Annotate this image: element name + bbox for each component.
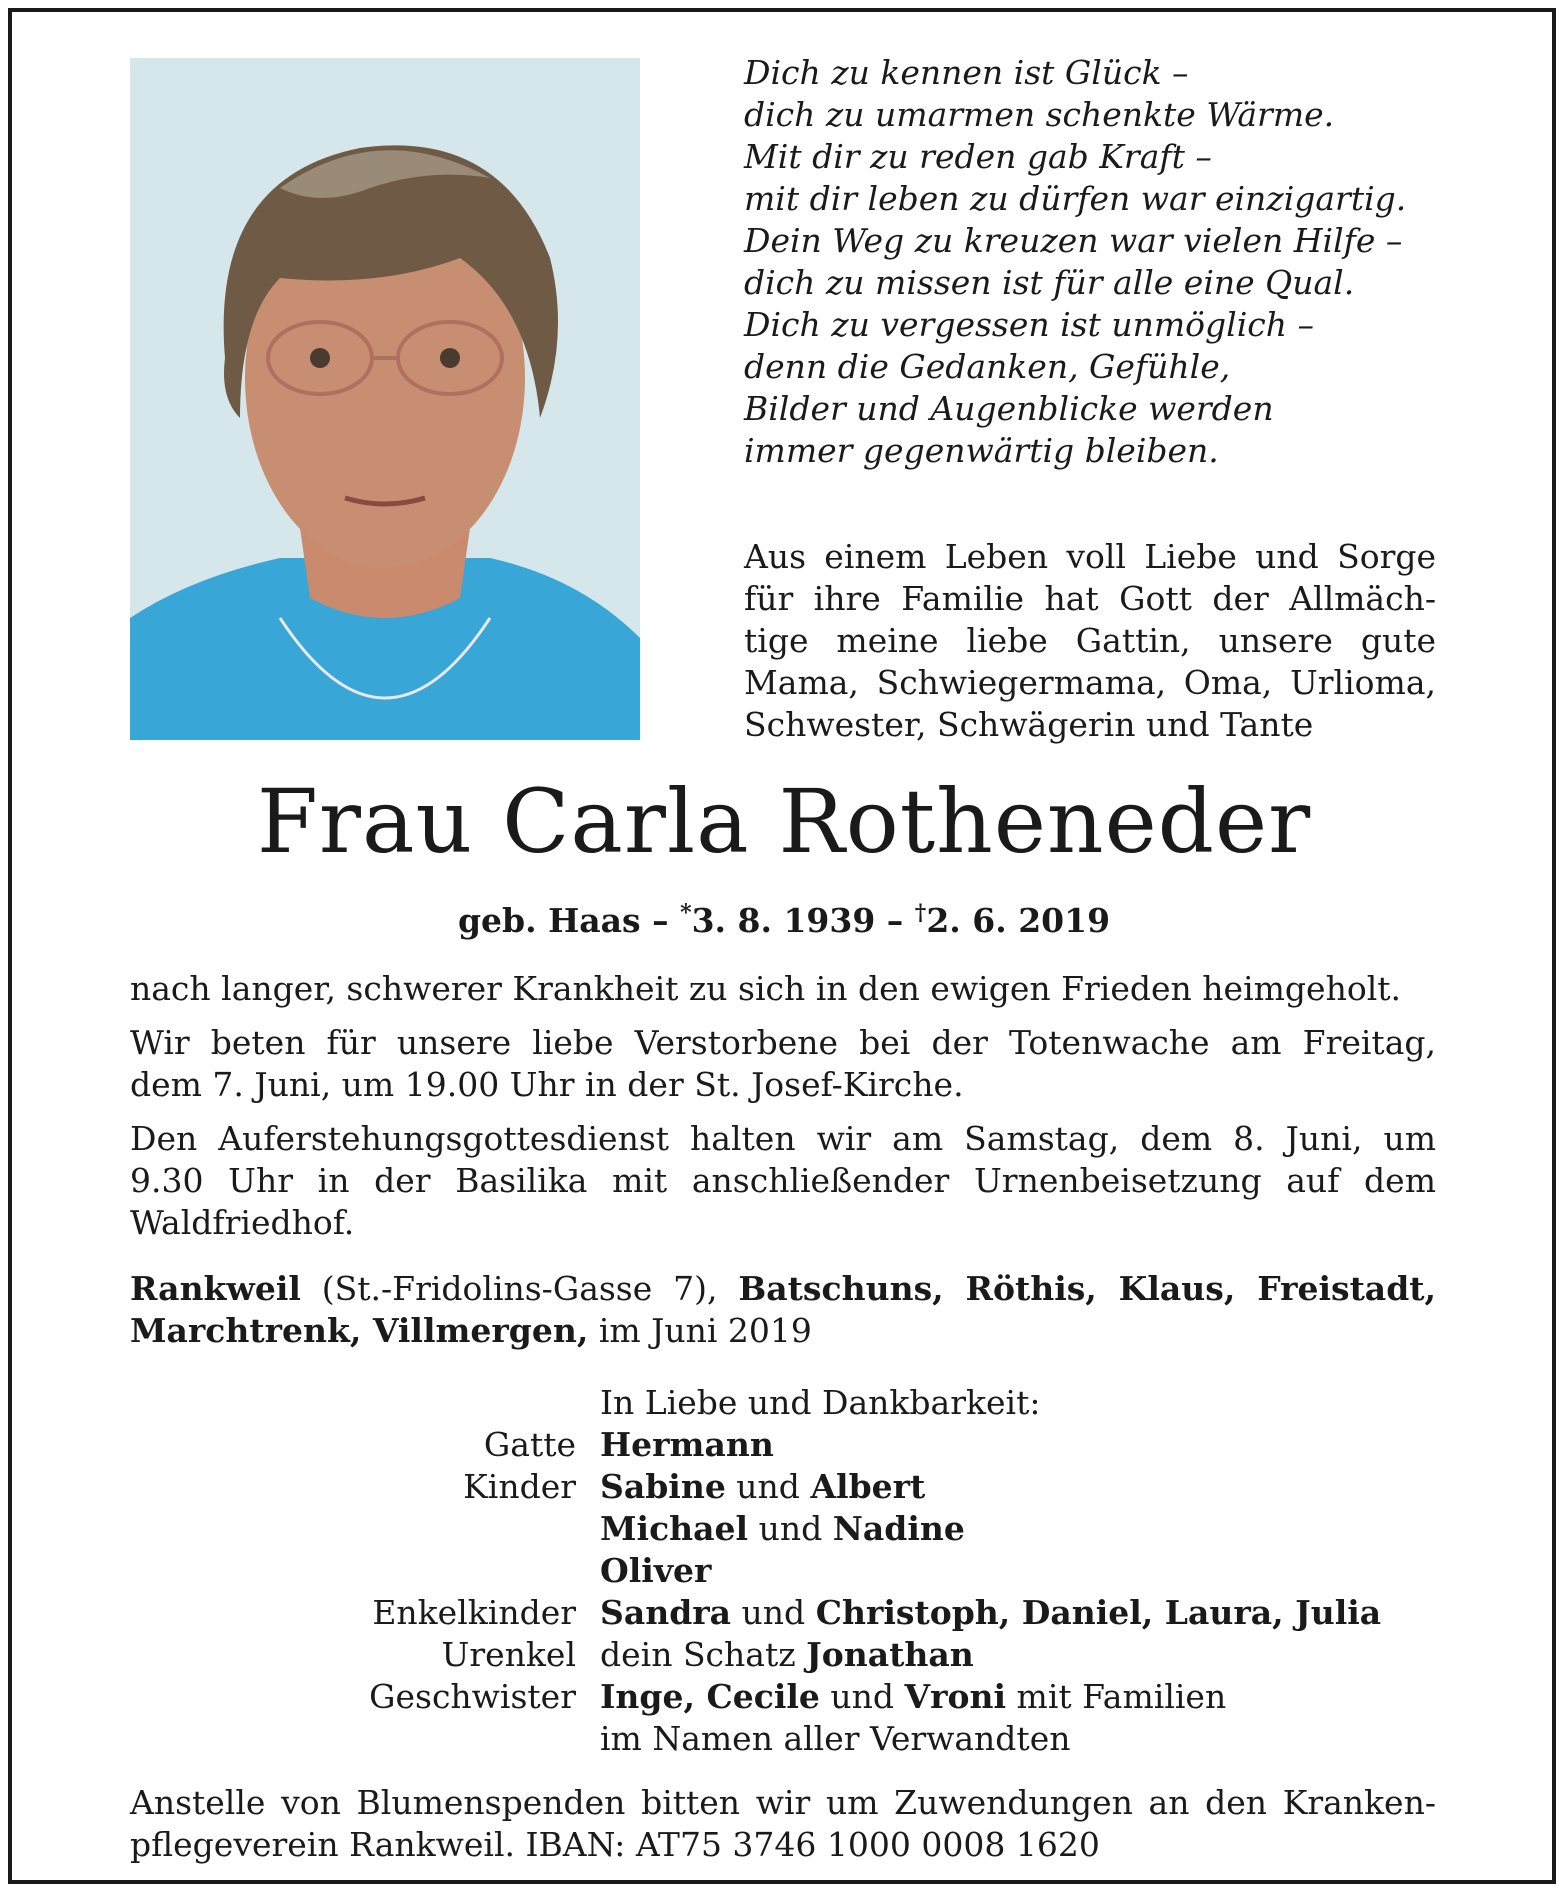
poem-line: Mit dir zu reden gab Kraft – — [744, 137, 1212, 176]
death-cross: † — [914, 900, 927, 926]
connector: und — [819, 1677, 905, 1716]
families-suffix: mit Familien — [1006, 1677, 1227, 1716]
places-line-2 — [130, 1310, 1436, 1352]
signature-row — [130, 1718, 1436, 1760]
signature-row — [130, 1466, 1436, 1508]
places-line-1 — [130, 1268, 1436, 1310]
relation-label: Urenkel — [441, 1635, 576, 1674]
signature-row — [130, 1382, 1436, 1424]
mourner-name: Albert — [810, 1467, 926, 1506]
body-line: Waldfriedhof. — [130, 1203, 355, 1242]
body-line: 9.30 Uhr in der Basilika mit anschließender Urnenbeisetzung auf dem — [130, 1161, 1436, 1200]
mourner-name: Nadine — [832, 1509, 965, 1548]
maiden-name: geb. Haas – — [457, 901, 681, 940]
donation-note — [130, 1782, 1436, 1866]
body-line: Wir beten für unsere liebe Verstorbene bei der Totenwache am Freitag, — [130, 1023, 1436, 1062]
poem-line: denn die Gedanken, Gefühle, — [744, 347, 1231, 386]
mourner-name: Sabine — [600, 1467, 726, 1506]
portrait-photo — [130, 58, 640, 740]
poem — [744, 52, 1464, 472]
mourner-name: Michael — [600, 1509, 749, 1548]
mourner-name: Oliver — [600, 1551, 712, 1590]
life-dates — [0, 892, 1568, 942]
intro-line: für ihre Familie hat Gott der Allmäch- — [744, 579, 1436, 618]
intro-line: Aus einem Leben voll Liebe und Sorge — [744, 537, 1436, 576]
mourner-name: Inge, Cecile — [600, 1677, 820, 1716]
signature-row — [130, 1676, 1436, 1718]
signature-row — [130, 1592, 1436, 1634]
signature-row — [130, 1550, 1436, 1592]
iban-line: pflegeverein Rankweil. IBAN: AT75 3746 1000 0008 1620 — [130, 1825, 1100, 1864]
intro-paragraph — [744, 536, 1436, 746]
paragraph-death — [130, 968, 1436, 1010]
mourner-name: Jonathan — [806, 1635, 974, 1674]
relation-label: Enkelkinder — [372, 1593, 576, 1632]
signature-row — [130, 1634, 1436, 1676]
poem-line: dich zu umarmen schenkte Wärme. — [744, 95, 1335, 134]
relation-label: Kinder — [463, 1467, 576, 1506]
mourner-name: Christoph, Daniel, Laura, Julia — [815, 1593, 1382, 1632]
date-line: im Juni 2019 — [588, 1311, 812, 1350]
signature-row — [130, 1508, 1436, 1550]
towns-list-2: Marchtrenk, Villmergen, — [130, 1311, 589, 1350]
connector: und — [725, 1467, 811, 1506]
urenkel-prefix: dein Schatz — [600, 1635, 807, 1674]
birth-date: 3. 8. 1939 – — [691, 901, 915, 940]
poem-line: dich zu missen ist für alle eine Qual. — [744, 263, 1355, 302]
address: (St.-Fridolins-Gasse 7), — [300, 1269, 739, 1308]
towns-list-1: Batschuns, Röthis, Klaus, Freistadt, — [738, 1269, 1436, 1308]
body-line: Den Auferstehungsgottesdienst halten wir am Samstag, dem 8. Juni, um — [130, 1119, 1436, 1158]
connector: und — [731, 1593, 816, 1632]
mourners-signature — [130, 1382, 1436, 1760]
signature-heading: In Liebe und Dankbarkeit: — [600, 1383, 1041, 1422]
mourner-name: Vroni — [904, 1677, 1007, 1716]
footer-line: Anstelle von Blumenspenden bitten wir um Zuwendungen an den Kranken- — [130, 1783, 1436, 1822]
signature-closing: im Namen aller Verwandten — [600, 1719, 1071, 1758]
places-and-date — [130, 1268, 1436, 1352]
paragraph-wake — [130, 1022, 1436, 1106]
poem-line: Dein Weg zu kreuzen war vielen Hilfe – — [744, 221, 1403, 260]
body-line: nach langer, schwerer Krankheit zu sich in den ewigen Frieden heimgeholt. — [130, 969, 1401, 1008]
town-name: Rankweil — [130, 1269, 301, 1308]
poem-line: Bilder und Augenblicke werden — [744, 389, 1274, 428]
intro-line: tige meine liebe Gattin, unsere gute — [744, 621, 1436, 660]
relation-label: Gatte — [483, 1425, 576, 1464]
deceased-name: Frau Carla Rotheneder — [256, 770, 1312, 873]
intro-line: Mama, Schwiegermama, Oma, Urlioma, — [744, 663, 1436, 702]
relation-label: Geschwister — [369, 1677, 576, 1716]
mourner-name: Sandra — [600, 1593, 732, 1632]
announcement-body — [130, 968, 1436, 1256]
poem-line: mit dir leben zu dürfen war einzigartig. — [744, 179, 1407, 218]
connector: und — [748, 1509, 833, 1548]
intro-line: Schwester, Schwägerin und Tante — [744, 705, 1314, 744]
mourner-name: Hermann — [600, 1425, 774, 1464]
birth-star: * — [680, 900, 692, 926]
poem-line: Dich zu kennen ist Glück – — [744, 53, 1189, 92]
poem-line: Dich zu vergessen ist unmöglich – — [744, 305, 1314, 344]
paragraph-service — [130, 1118, 1436, 1244]
signature-row — [130, 1424, 1436, 1466]
body-line: dem 7. Juni, um 19.00 Uhr in der St. Josef-Kirche. — [130, 1065, 964, 1104]
death-date: 2. 6. 2019 — [926, 901, 1111, 940]
poem-line: immer gegenwärtig bleiben. — [744, 431, 1219, 470]
portrait-image — [130, 58, 640, 740]
